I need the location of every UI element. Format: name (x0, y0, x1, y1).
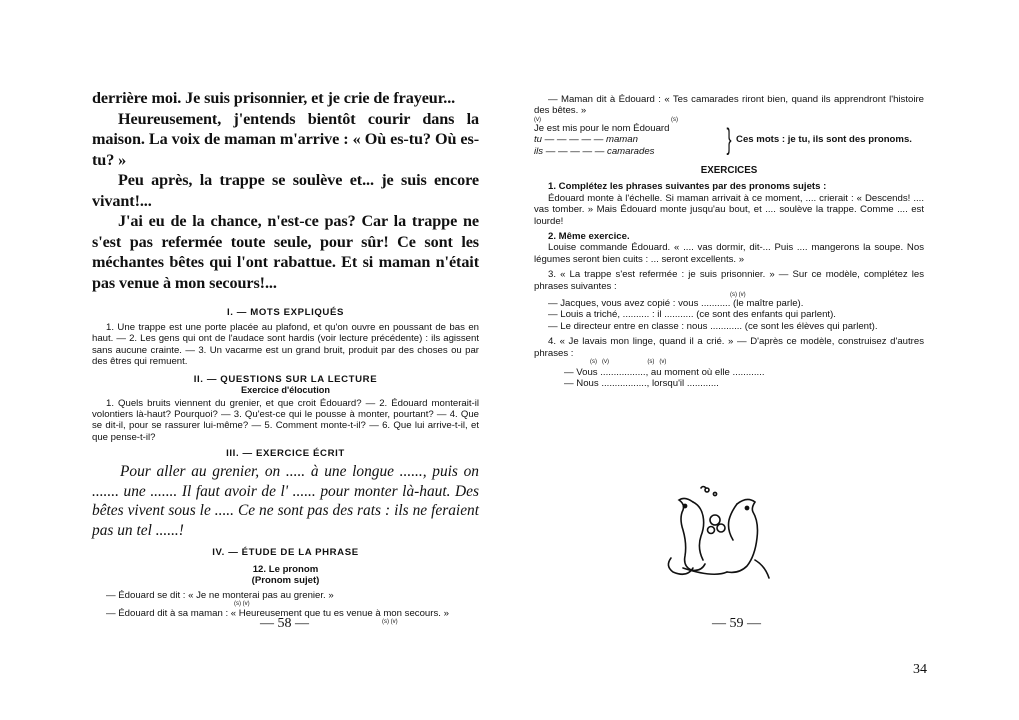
pronoun-line: ils — — — — — camarades (534, 145, 655, 157)
exercise-4-text: 4. « Je lavais mon linge, quand il a crié. » — D'après ce modèle, construisez d'autres phrases : (534, 336, 924, 359)
grammar-marks: (v) (s) (534, 116, 679, 123)
exercise-3-text: 3. « La trappe s'est refermée : je suis prisonnier. » — Sur ce modèle, complétez les phrases suivantes : (534, 269, 924, 292)
story-paragraph: derrière moi. Je suis prisonnier, et je crie de frayeur... (92, 89, 456, 107)
section-4-title: IV. — ÉTUDE DE LA PHRASE (212, 546, 359, 558)
intro-sentence: — Maman dit à Édouard : « Tes camarades riront bien, quand ils apprendront l'histoire des bêtes. » (534, 94, 924, 117)
section-3-text: Pour aller au grenier, on ..... à une longue ......, puis on ....... une ....... Il faut avoir de l' ...... pour monter là-haut. Des bêtes vivent sous le ..... Ce ne sont pas des rats : ils ne feraient pas un tel ......! (92, 463, 479, 540)
example-sentence: — Édouard se dit : « Je ne monterai pas au grenier. » (106, 589, 334, 601)
example-sentence: — Édouard dit à sa maman : « Heureusement que tu es venue à mon secours. » (106, 608, 449, 620)
grammar-marks: (s) (v) (382, 619, 398, 626)
section-1-title: I. — MOTS EXPLIQUÉS (227, 307, 344, 318)
section-1-text: 1. Une trappe est une porte placée au plafond, et qu'on ouvre en poussant de bas en haut. — 2. Les gens qui ont de l'audace sont hardis (voir lecture précédente) : ils agissent sans aucune crainte. — 3. Un vacarme est un grand bruit, produit par des choses ou par des êtres qui remuent. (92, 322, 479, 368)
section-3-title: III. — EXERCICE ÉCRIT (226, 448, 345, 460)
grammar-marks: (s) (v) (730, 291, 746, 298)
brace-icon: } (726, 123, 732, 157)
left-page (92, 88, 479, 626)
section-2-text: 1. Quels bruits viennent du grenier, et que croit Édouard? — 2. Édouard monterait-il volontiers là-haut? Pourquoi? — 3. Qu'est-ce qui le pousse à monter, pourtant? — 4. Que se dit-il, pour se rassurer lui-même? — 5. Comment monte-t-il? — 6. Que lui arrive-t-il, et que pense-t-il? (92, 397, 479, 443)
page-folio: — 58 — (260, 616, 309, 631)
exercise-4-line: — Vous ................., au moment où elle ............ (564, 367, 765, 378)
section-4-subtitle: (Pronom sujet) (251, 574, 320, 586)
exercise-1-title: 1. Complétez les phrases suivantes par des pronoms sujets : (548, 181, 827, 193)
story-paragraph: J'ai eu de la chance, n'est-ce pas? Car la trappe ne s'est pas refermée toute seule, pour sûr! Ce sont les méchantes bêtes qui l'ont rabattue. Et si maman n'était pas venue à mon secours!... (92, 212, 479, 292)
section-2-subtitle: Exercice d'élocution (241, 384, 330, 395)
pronoun-line: Je est mis pour le nom Édouard (534, 122, 670, 134)
exercise-4-line: — Nous ................., lorsqu'il ............ (564, 378, 719, 390)
story-paragraph: Peu après, la trappe se soulève et... je suis encore vivant!... (92, 171, 479, 210)
story-paragraph: Heureusement, j'entends bientôt courir dans la maison. La voix de maman m'arrive : « Où es-tu? Où es-tu? » (92, 109, 479, 169)
rats-illustration (663, 484, 773, 584)
grammar-marks: (s) (v) (s) (v) (590, 359, 667, 365)
exercises-title: EXERCICES (700, 165, 758, 177)
page-folio: — 59 — (712, 616, 761, 631)
exercise-2-title: 2. Même exercice. (548, 230, 630, 242)
exercise-1-text: Édouard monte à l'échelle. Si maman arrivait à ce moment, .... crierait : « Descends! .... vas tomber. » Mais Édouard monte jusqu'au bout, et .... soulève la trappe. Comme .... est lourde! (534, 192, 924, 227)
exercise-2-text: Louise commande Édouard. « .... vas dormir, dit-... Puis .... mangerons la soupe. Nos légumes seront bien cuits : ... seront excellents. » (534, 242, 924, 265)
pronoun-table (534, 123, 924, 158)
exercise-3-line: — Louis a triché, .......... : il ........... (ce sont des enfants qui parlent). (548, 309, 836, 321)
grammar-marks: (s) (v) (234, 601, 250, 608)
section-4-subtitle: 12. Le pronom (252, 563, 319, 575)
exercise-3-line: — Le directeur entre en classe : nous ............ (ce sont les élèves qui parlent). (548, 320, 878, 332)
story-text (92, 88, 479, 293)
section-2-title: II. — QUESTIONS SUR LA LECTURE (193, 373, 378, 385)
pronoun-conclusion: Ces mots : je tu, ils sont des pronoms. (736, 134, 912, 146)
exercise-3-line: — Jacques, vous avez copié : vous ........... (le maître parle). (548, 297, 804, 309)
pronoun-line: tu — — — — — maman (534, 134, 638, 146)
page-number: 34 (913, 662, 927, 677)
right-page (534, 94, 924, 390)
